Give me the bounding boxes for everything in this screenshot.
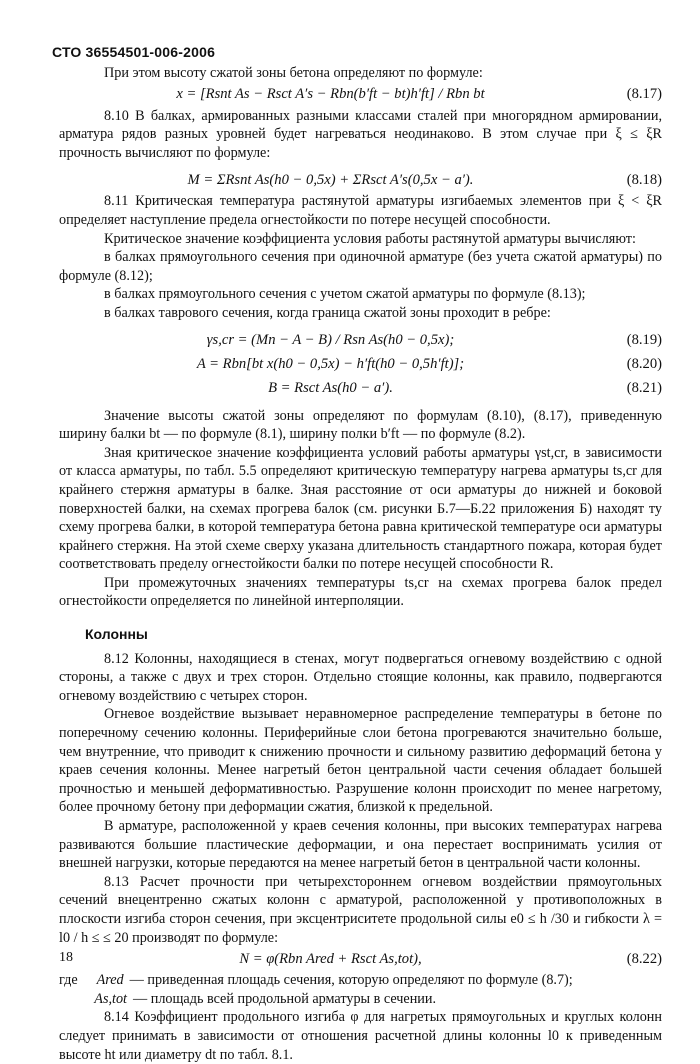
paragraph: При промежуточных значениях температуры ts,cr на схемах прогрева балок предел огнестойкости определяется по линейной интерполяции. <box>59 574 662 610</box>
paragraph: 8.12 Колонны, находящиеся в стенах, могут подвергаться огневому воздействию с одной стороны, а также с двух и трех сторон. Отдельно стоящие колонны, как правило, подвергаются огневому воздействию с четырех сторон. <box>59 650 662 704</box>
paragraph: в балках таврового сечения, когда граница сжатой зоны проходит в ребре: <box>104 304 551 321</box>
where-text: — площадь всей продольной арматуры в сечении. <box>133 990 437 1007</box>
where-text: — приведенная площадь сечения, которую определяют по формуле (8.7); <box>129 972 573 989</box>
formula-8-20 <box>59 353 662 377</box>
page-body <box>59 64 662 1064</box>
formula-number: (8.22) <box>626 950 662 967</box>
paragraph: Огневое воздействие вызывает неравномерное распределение температуры в бетоне по поперечному сечению колонны. Периферийные слои бетона прогреваются значительно больше, чем внутренние, что приводит к снижению прочности и сильному развитию деформаций бетона у краев сечения колонны. Менее нагретый бетон центральной части сечения обладает большей прочностью и меньшей деформативностью. Разрушение колонн происходит по менее нагретому, более прочному бетону при деформации сжатия, близкой к предельной. <box>59 706 662 816</box>
formula-text: A = Rbn[bt x(h0 − 0,5x) − h′ft(h0 − 0,5h′ft)]; <box>196 356 465 373</box>
paragraph: 8.11 Критическая температура растянутой арматуры изгибаемых элементов при ξ < ξR определяет наступление предела огнестойкости по потере несущей способности. <box>59 193 662 228</box>
formula-text: B = Rsct As(h0 − a′). <box>268 380 393 397</box>
paragraph: 8.10 В балках, армированных разными классами сталей при многорядном армировании, арматура рядов разных уровней будет нагреваться неодинаково. В этом случае при ξ ≤ ξR прочность вычисляют по формуле: <box>59 107 662 161</box>
where-clause <box>59 971 662 990</box>
paragraph: Зная критическое значение коэффициента условий работы арматуры γst,cr, в зависимости от класса арматуры, по табл. 5.5 определяют критическую температуру нагрева арматуры ts,cr для крайнего стержня арматуры в балке. Зная расстояние от оси арматуры до нижней и боковой поверхностей балки, на схемах прогрева балок (см. рисунки Б.7—Б.22 приложения Б) находят ту схему прогрева балки, в которой температура бетона равна критической температуре оси арматуры крайнего стержня. На этой схеме сверху указана длительность стандартного пожара, которая будет соответствовать пределу огнестойкости балки по потере несущей способности R. <box>59 444 662 573</box>
paragraph: При этом высоту сжатой зоны бетона определяют по формуле: <box>104 65 483 81</box>
paragraph: в балках прямоугольного сечения с учетом сжатой арматуры по формуле (8.13); <box>104 286 586 303</box>
formula-text: x = [Rsnt As − Rsct A′s − Rbn(b′ft − bt)h′ft] / Rbn bt <box>176 86 485 103</box>
where-symbol: Ared <box>96 972 124 989</box>
paragraph: Критическое значение коэффициента условия работы растянутой арматуры вычисляют: <box>104 230 636 247</box>
formula-number: (8.20) <box>626 356 662 373</box>
formula-8-19 <box>59 329 662 353</box>
formula-number: (8.21) <box>626 380 662 397</box>
page-number: 18 <box>59 950 73 965</box>
where-clause <box>59 990 662 1009</box>
formula-8-22 <box>59 947 662 971</box>
formula-number: (8.17) <box>626 86 662 103</box>
paragraph: 8.14 Коэффициент продольного изгиба φ для нагретых прямоугольных и круглых колонн следует принимать в зависимости от отношения расчетной длины колонны l0 к приведенным высоте ht или диаметру dt по табл. 8.1. <box>59 1009 662 1063</box>
document-code: СТО 36554501-006-2006 <box>52 44 216 60</box>
formula-number: (8.19) <box>626 332 662 349</box>
where-symbol: As,tot <box>94 990 127 1007</box>
formula-8-21 <box>59 377 662 401</box>
formula-number: (8.18) <box>626 172 662 189</box>
formula-text: γs,cr = (Mn − A − B) / Rsn As(h0 − 0,5x); <box>206 332 455 349</box>
paragraph: в балках прямоугольного сечения при одиночной арматуре (без учета сжатой арматуры) по формуле (8.12); <box>59 249 662 284</box>
formula-text: N = φ(Rbn Ared + Rsct As,tot), <box>239 950 422 967</box>
where-word: где <box>59 972 78 989</box>
formula-8-18 <box>59 168 662 192</box>
section-heading: Колонны <box>85 626 148 643</box>
formula-text: M = ΣRsnt As(h0 − 0,5x) + ΣRsct A′s(0,5x − a′). <box>187 172 474 189</box>
paragraph: В арматуре, расположенной у краев сечения колонны, при высоких температурах нагрева развиваются большие пластические деформации, и она перестает воспринимать усилия от внешней нагрузки, которые передаются на менее нагретый бетон в центральной части колонны. <box>59 818 662 872</box>
formula-8-17 <box>59 83 662 107</box>
paragraph: 8.13 Расчет прочности при четырехстороннем огневом воздействии прямоугольных сечений внецентренно сжатых колонн с арматурой, расположенной у противоположных в плоскости изгиба сторон сечения, при эксцентриситете продольной силы e0 ≤ h /30 и гибкости λ = l0 / h ≤ ≤ 20 производят по формуле: <box>59 873 662 946</box>
paragraph: Значение высоты сжатой зоны определяют по формулам (8.10), (8.17), приведенную ширину балки bt — по формуле (8.1), ширину полки b′ft — по формуле (8.2). <box>59 407 662 443</box>
